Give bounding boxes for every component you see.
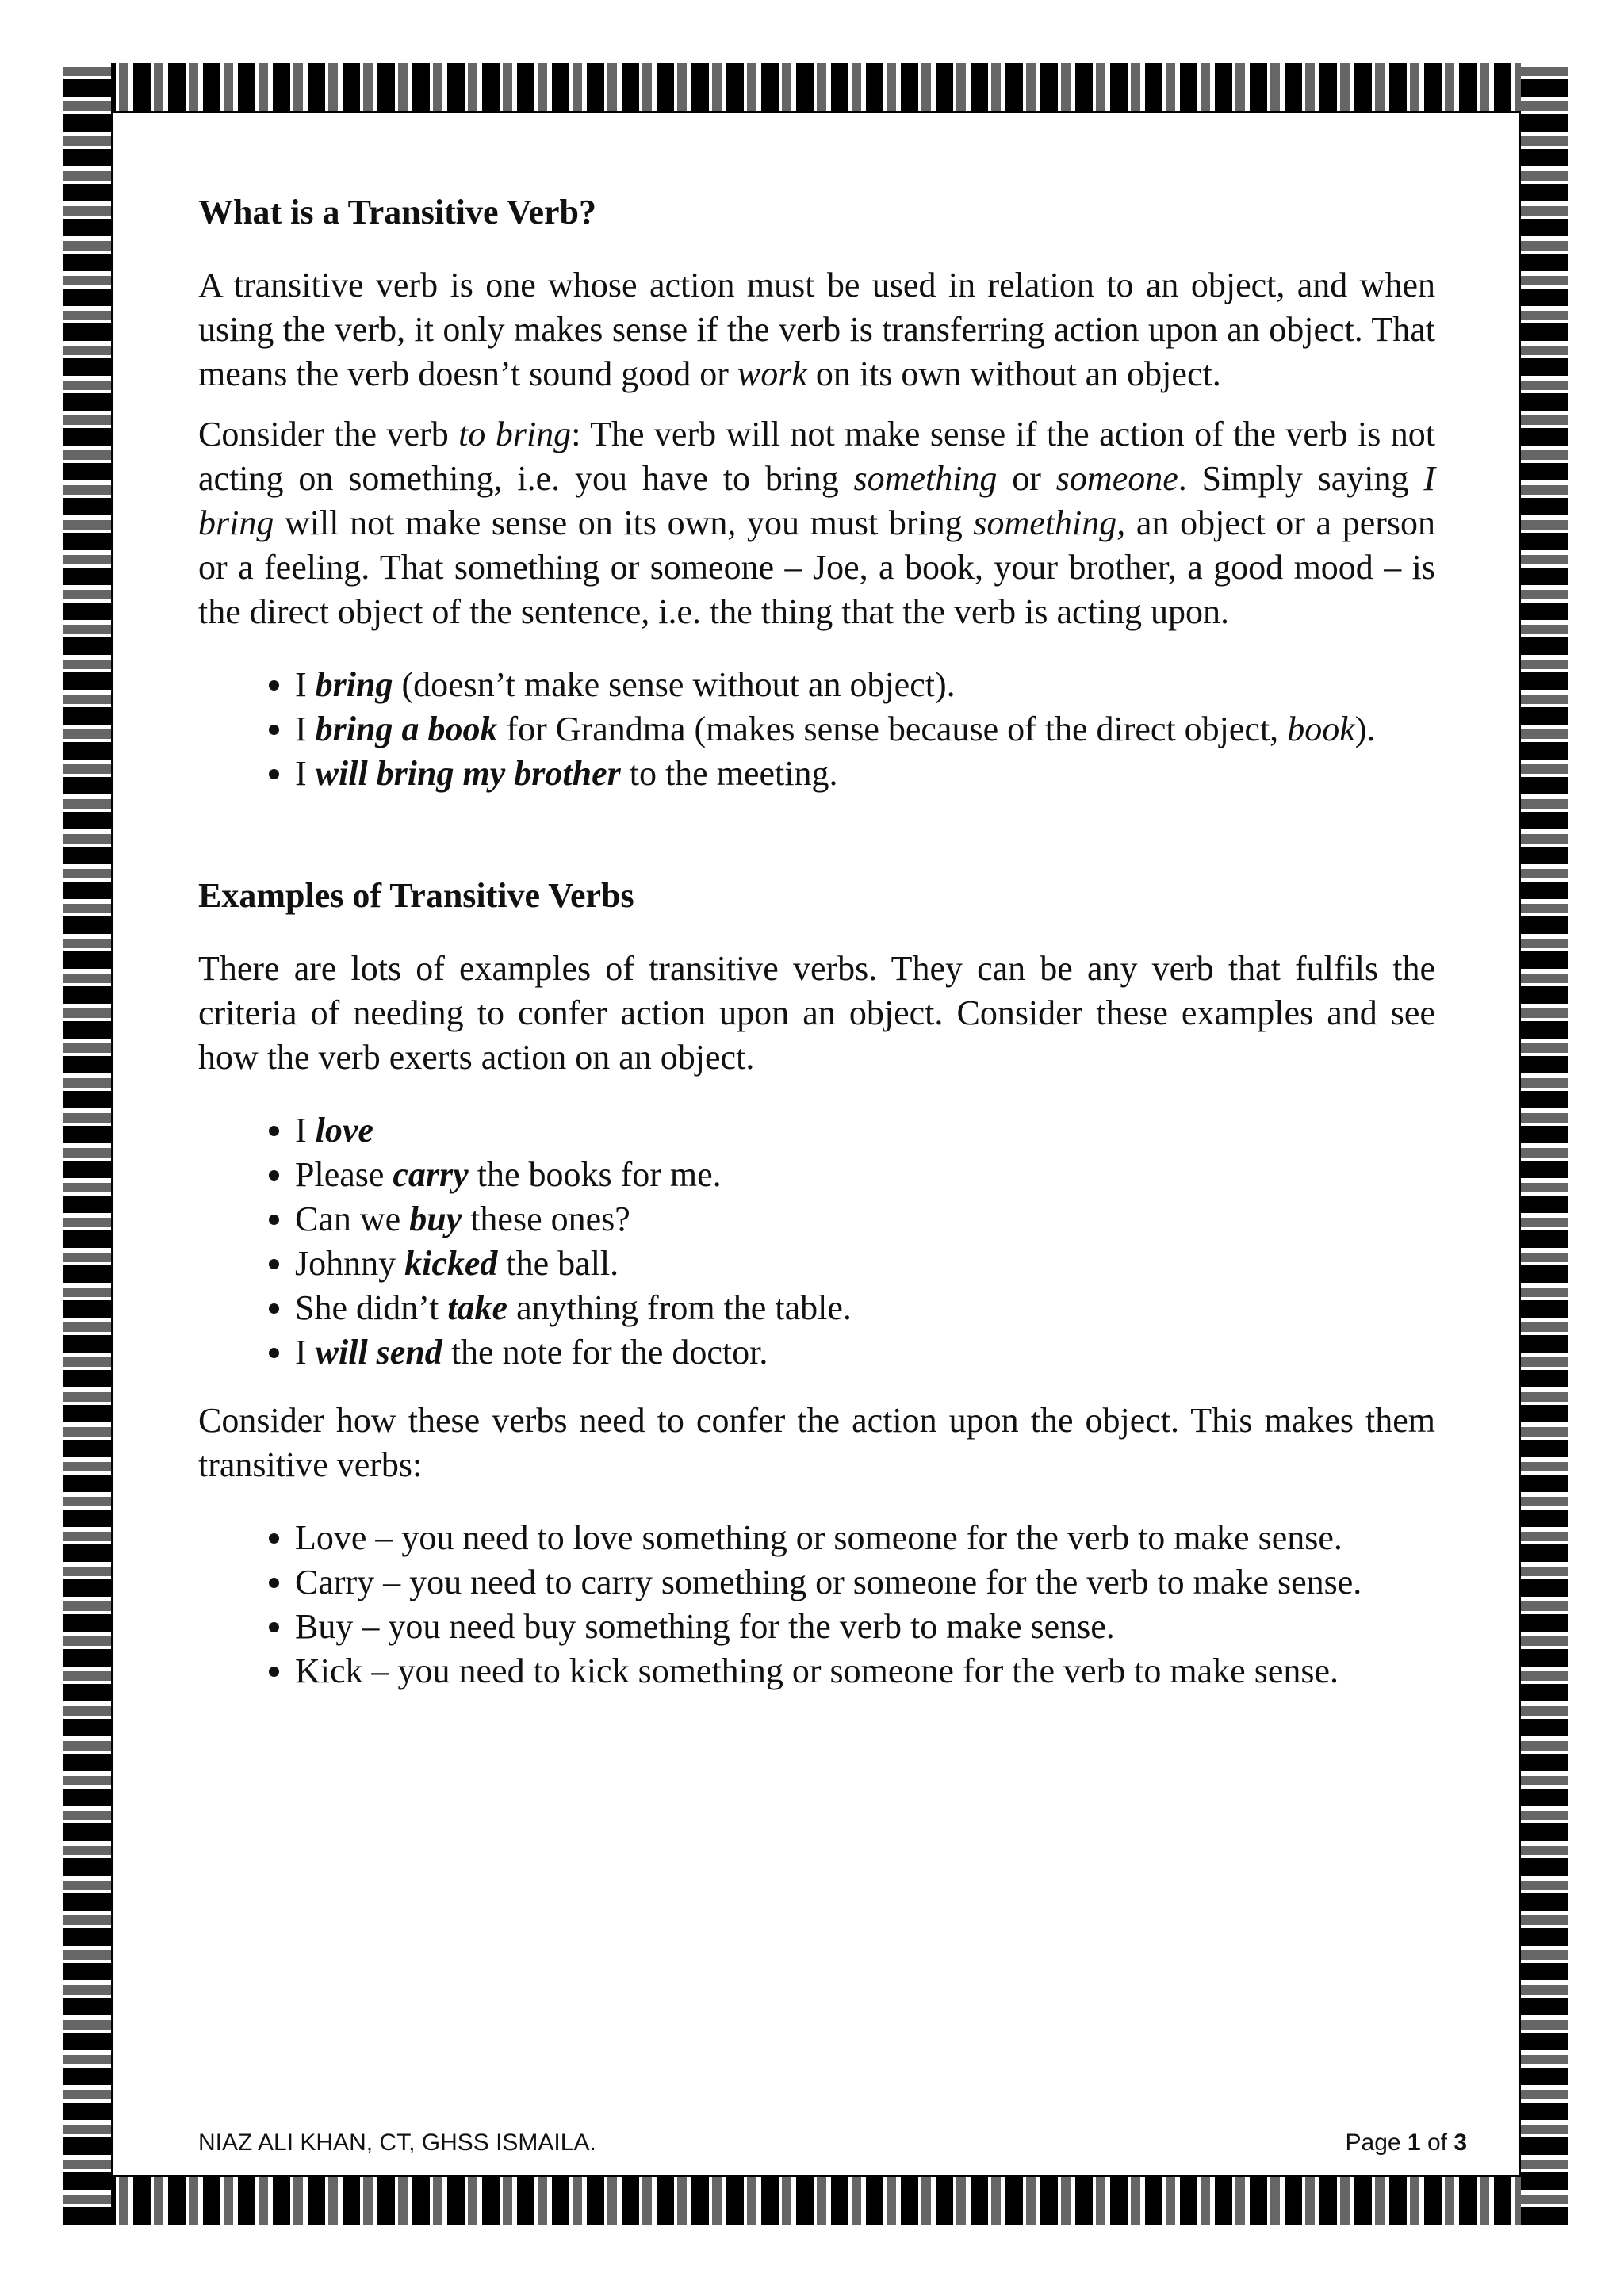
paragraph-examples-intro: There are lots of examples of transitive verbs. They can be any verb that fulfils the criteria of needing to confer action upon an object. Consider these examples and see how the verb exerts action on an object.	[198, 949, 1435, 1077]
list-item: • Carry – you need to carry something or someone for the verb to make sense.	[295, 1560, 1435, 1605]
heading-transitive-verb: What is a Transitive Verb?	[198, 193, 596, 232]
list-item: • Love – you need to love something or someone for the verb to make sense.	[295, 1516, 1435, 1560]
paragraph-bring-example: Consider the verb to bring: The verb will not make sense if the action of the verb is not acting on something, i.e. you have to bring something or someone. Simply saying I bring will not make sense on its own, you must bring something, an object or a person or a feeling. That something or someone – Joe, a book, your brother, a good mood – is the direct object of the sentence, i.e. the thing that the verb is acting upon.	[198, 415, 1436, 631]
paragraph-consider: Consider how these verbs need to confer the action upon the object. This makes them transitive verbs:	[198, 1401, 1435, 1484]
footer-author: NIAZ ALI KHAN, CT, GHSS ISMAILA.	[198, 2130, 596, 2156]
list-item: • Buy – you need buy something for the verb to make sense.	[295, 1605, 1435, 1649]
bring-examples-list	[198, 663, 1435, 796]
verb-examples-list	[198, 1108, 1435, 1375]
list-item: • I bring (doesn’t make sense without an object).	[295, 663, 1435, 707]
heading-examples: Examples of Transitive Verbs	[198, 876, 634, 915]
page-footer	[198, 2130, 1467, 2156]
list-item: • She didn’t take anything from the table.	[295, 1286, 1435, 1330]
list-item: • I love	[295, 1108, 1435, 1153]
list-item: • I bring a book for Grandma (makes sense because of the direct object, book).	[295, 707, 1435, 752]
list-item: • Johnny kicked the ball.	[295, 1242, 1435, 1286]
list-item: • Can we buy these ones?	[295, 1197, 1435, 1242]
list-item: • I will bring my brother to the meeting.	[295, 752, 1435, 796]
page-border-vertical	[63, 63, 111, 2225]
paragraph-definition: A transitive verb is one whose action must be used in relation to an object, and when using the verb, it only makes sense if the verb is transferring action upon an object. That means the verb doesn’t sound good or work on its own without an object.	[198, 266, 1435, 393]
page-border-vertical	[1521, 63, 1568, 2225]
list-item: • I will send the note for the doctor.	[295, 1330, 1435, 1375]
explanations-list	[198, 1516, 1435, 1693]
page-number: Page 1 of 3	[1345, 2130, 1467, 2156]
document-body	[198, 190, 1435, 1693]
list-item: • Kick – you need to kick something or someone for the verb to make sense.	[295, 1649, 1435, 1693]
list-item: • Please carry the books for me.	[295, 1153, 1435, 1197]
